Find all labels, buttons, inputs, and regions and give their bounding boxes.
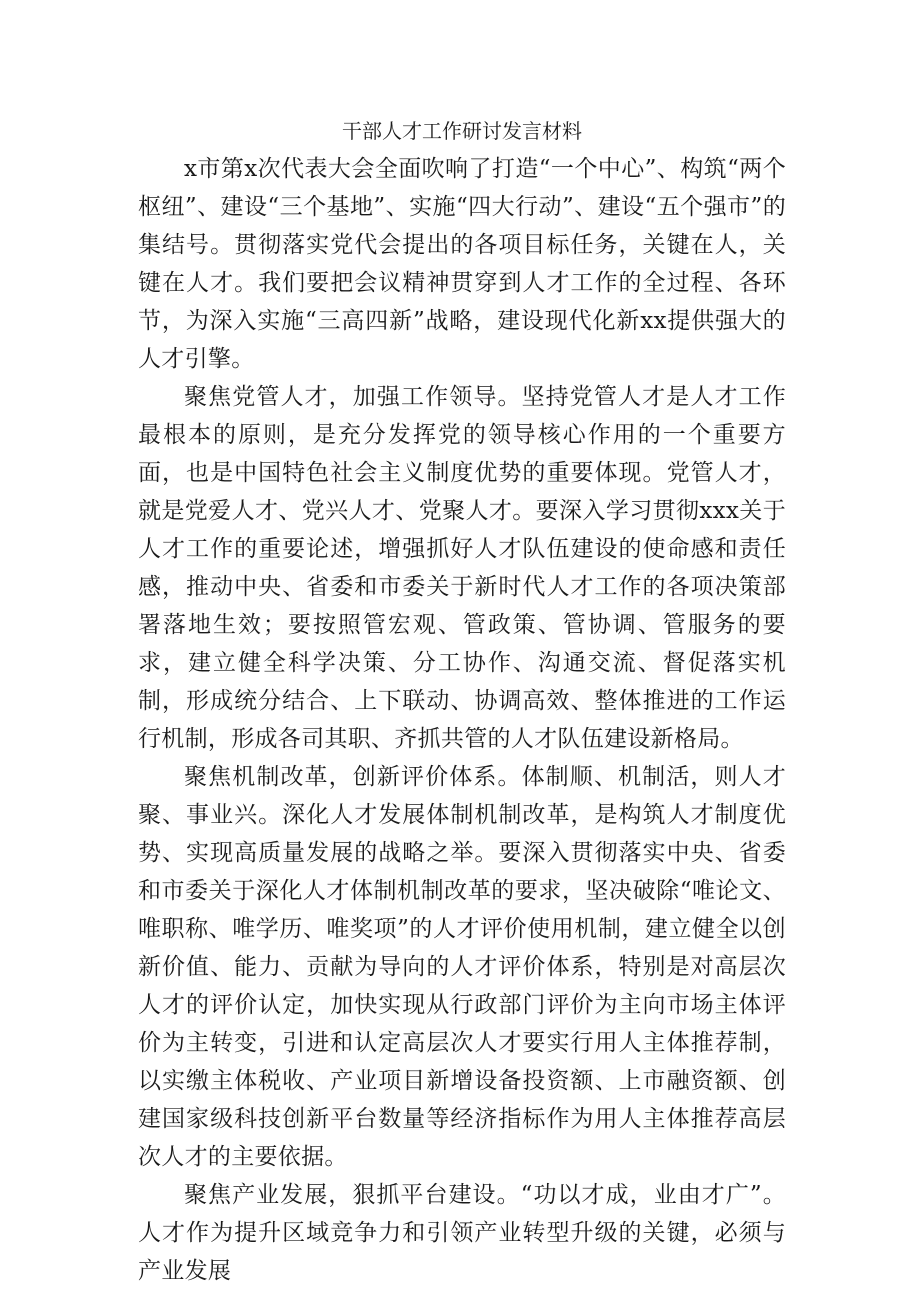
paragraph-industry-development: 聚焦产业发展，狠抓平台建设。“功以才成，业由才广”。人才作为提升区域竞争力和引领产业转型升级的关键，必须与产业发展	[138, 1182, 786, 1284]
document-body	[138, 112, 786, 1290]
paragraph-intro: x市第x次代表大会全面吹响了打造“一个中心”、构筑“两个枢纽”、建设“三个基地”、实施“四大行动”、建设“五个强市”的集结号。贯彻落实党代会提出的各项目标任务，关键在人，关键在人才。我们要把会议精神贯穿到人才工作的全过程、各环节，为深入实施“三高四新”战略，建设现代化新xx提供强大的人才引擎。	[138, 156, 786, 372]
paragraph-mechanism-reform: 聚焦机制改革，创新评价体系。体制顺、机制活，则人才聚、事业兴。深化人才发展体制机制改革，是构筑人才制度优势、实现高质量发展的战略之举。要深入贯彻落实中央、省委和市委关于深化人才体制机制改革的要求，坚决破除“唯论文、唯职称、唯学历、唯奖项”的人才评价使用机制，建立健全以创新价值、能力、贡献为导向的人才评价体系，特别是对高层次人才的评价认定，加快实现从行政部门评价为主向市场主体评价为主转变，引进和认定高层次人才要实行用人主体推荐制，以实缴主体税收、产业项目新增设备投资额、上市融资额、创建国家级科技创新平台数量等经济指标作为用人主体推荐高层次人才的主要依据。	[138, 764, 786, 1170]
paragraph-party-leadership: 聚焦党管人才，加强工作领导。坚持党管人才是人才工作最根本的原则，是充分发挥党的领导核心作用的一个重要方面，也是中国特色社会主义制度优势的重要体现。党管人才，就是党爱人才、党兴人才、党聚人才。要深入学习贯彻xxx关于人才工作的重要论述，增强抓好人才队伍建设的使命感和责任感，推动中央、省委和市委关于新时代人才工作的各项决策部署落地生效；要按照管宏观、管政策、管协调、管服务的要求，建立健全科学决策、分工协作、沟通交流、督促落实机制，形成统分结合、上下联动、协调高效、整体推进的工作运行机制，形成各司其职、齐抓共管的人才队伍建设新格局。	[138, 384, 786, 752]
document-title: 干部人才工作研讨发言材料	[342, 119, 582, 143]
